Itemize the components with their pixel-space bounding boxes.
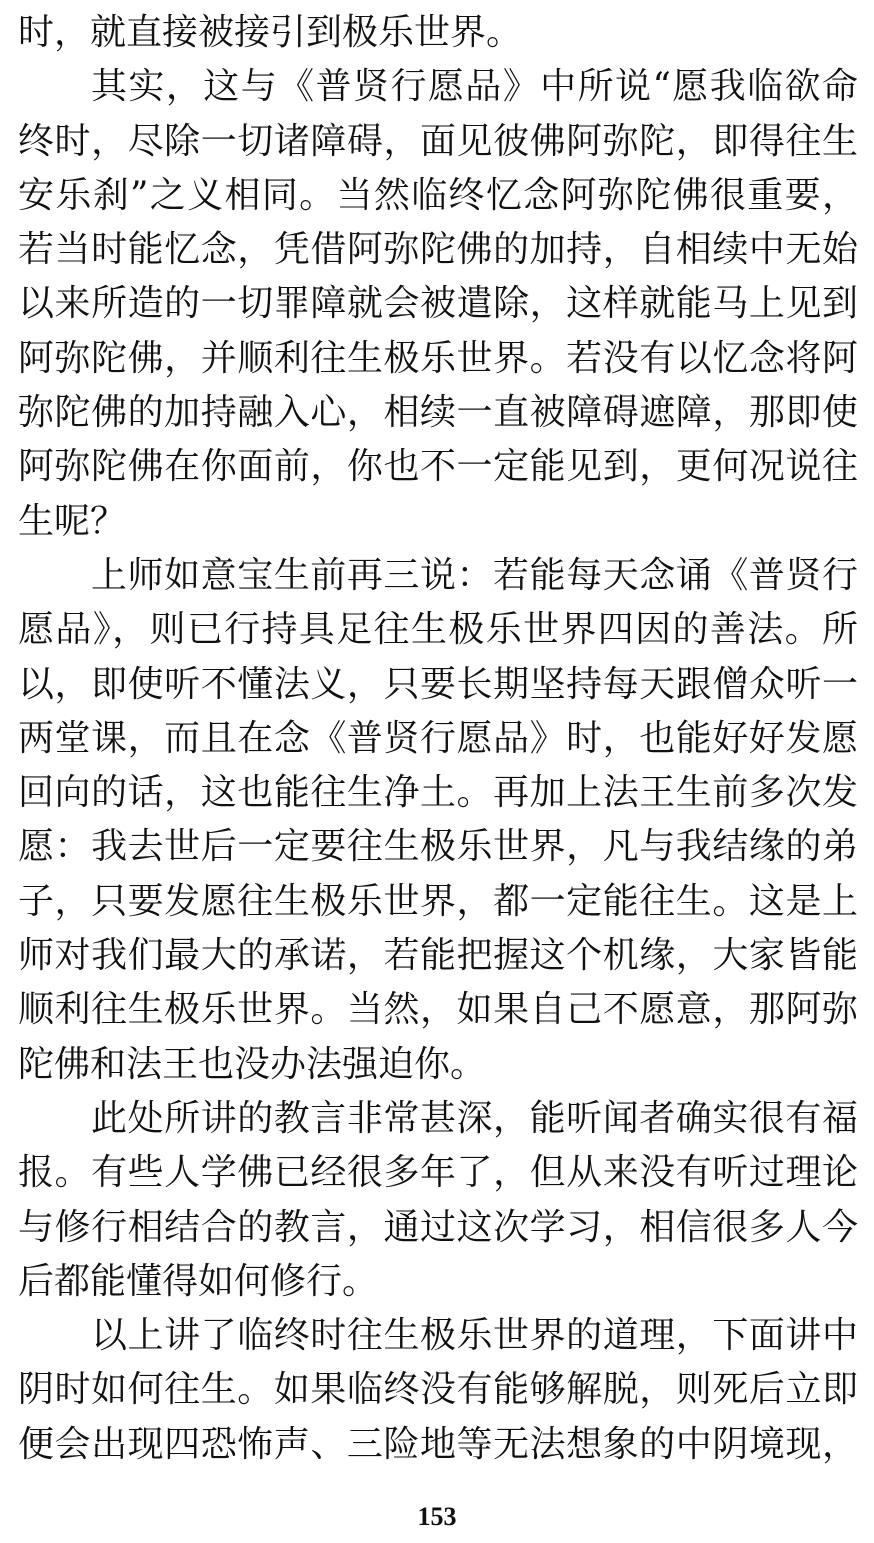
text-line: 安乐刹”之义相同。当然临终忆念阿弥陀佛很重要， bbox=[18, 174, 858, 216]
text-line: 愿：我去世后一定要往生极乐世界，凡与我结缘的弟 bbox=[18, 826, 858, 868]
text-line: 阿弥陀佛，并顺利往生极乐世界。若没有以忆念将阿 bbox=[18, 337, 858, 379]
text-line: 陀佛和法王也没办法强迫你。 bbox=[18, 1043, 487, 1085]
text-line: 与修行相结合的教言，通过这次学习，相信很多人今 bbox=[18, 1206, 858, 1248]
body-text bbox=[18, 6, 858, 1472]
page-number: 153 bbox=[417, 1502, 457, 1531]
text-line: 报。有些人学佛已经很多年了，但从来没有听过理论 bbox=[18, 1152, 858, 1194]
text-line: 两堂课，而且在念《普贤行愿品》时，也能好好发愿 bbox=[18, 717, 858, 759]
text-line: 回向的话，这也能往生净土。再加上法王生前多次发 bbox=[18, 772, 858, 814]
text-line: 愿品》，则已行持具足往生极乐世界四因的善法。所 bbox=[18, 609, 858, 651]
text-line: 生呢？ bbox=[18, 500, 127, 542]
text-line: 阴时如何往生。如果临终没有能够解脱，则死后立即 bbox=[18, 1369, 858, 1411]
text-line: 子，只要发愿往生极乐世界，都一定能往生。这是上 bbox=[18, 880, 858, 922]
text-line: 阿弥陀佛在你面前，你也不一定能见到，更何况说往 bbox=[18, 446, 858, 488]
text-line: 便会出现四恐怖声、三险地等无法想象的中阴境现， bbox=[18, 1423, 858, 1465]
text-line: 此处所讲的教言非常甚深，能听闻者确实很有福 bbox=[91, 1097, 858, 1139]
text-line: 其实，这与《普贤行愿品》中所说“愿我临欲命 bbox=[91, 66, 858, 108]
text-line: 时，就直接被接引到极乐世界。 bbox=[18, 12, 523, 53]
text-line: 以来所造的一切罪障就会被遣除，这样就能马上见到 bbox=[18, 283, 858, 325]
text-line: 上师如意宝生前再三说：若能每天念诵《普贤行 bbox=[91, 554, 858, 596]
text-line: 若当时能忆念，凭借阿弥陀佛的加持，自相续中无始 bbox=[18, 229, 858, 271]
text-line: 师对我们最大的承诺，若能把握这个机缘，大家皆能 bbox=[18, 935, 858, 977]
text-line: 以，即使听不懂法义，只要长期坚持每天跟僧众听一 bbox=[18, 663, 858, 705]
text-line: 顺利往生极乐世界。当然，如果自己不愿意，那阿弥 bbox=[18, 989, 858, 1031]
text-line: 后都能懂得如何修行。 bbox=[18, 1260, 379, 1302]
text-line: 弥陀佛的加持融入心，相续一直被障碍遮障，那即使 bbox=[18, 392, 858, 434]
text-line: 终时，尽除一切诸障碍，面见彼佛阿弥陀，即得往生 bbox=[18, 120, 858, 162]
text-line: 以上讲了临终时往生极乐世界的道理，下面讲中 bbox=[91, 1315, 858, 1357]
